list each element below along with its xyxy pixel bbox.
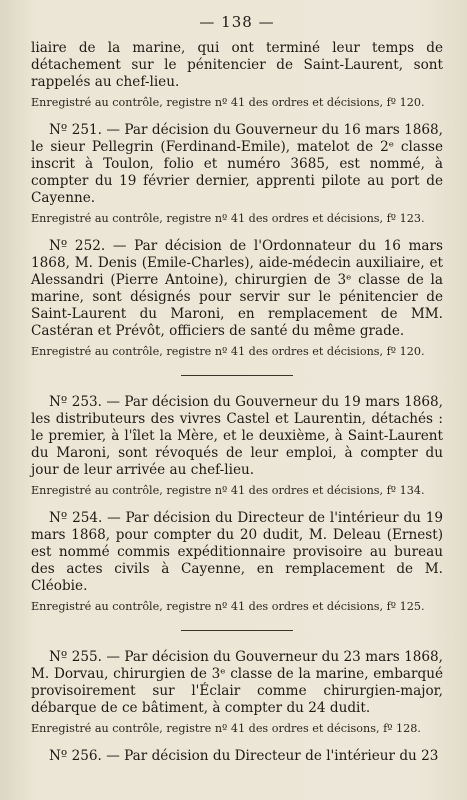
entry-253: [31, 394, 443, 498]
entry-text: liaire de la marine, qui ont terminé leur temps de détachement sur le pénitencier de Saint-Laurent, sont rappelés au chef-lieu.: [31, 40, 443, 90]
entry-text: Nº 252. — Par décision de l'Ordonnateur du 16 mars 1868, M. Denis (Emile-Charles), aide-médecin auxiliaire, et Alessandri (Pierre Antoine), chirurgien de 3ᵉ classe de la marine, sont désignés pour servir sur le pénitencier de Saint-Laurent du Maroni, en remplacement de MM. Castéran et Prévôt, officiers de santé du même grade.: [31, 238, 443, 339]
entry-255: [31, 649, 443, 736]
register-note: Enregistré au contrôle, registre nº 41 des ordres et décisons, fº 128.: [31, 722, 421, 735]
entry-252: [31, 238, 443, 359]
entry-254: [31, 510, 443, 614]
register-note: Enregistré au contrôle, registre nº 41 des ordres et décisions, fº 120.: [31, 96, 425, 109]
entry-251: [31, 122, 443, 226]
entry-256: [31, 748, 443, 765]
entry-text: Nº 251. — Par décision du Gouverneur du 16 mars 1868, le sieur Pellegrin (Ferdinand-Emile), matelot de 2ᵉ classe inscrit à Toulon, folio et numéro 3685, est nommé, à compter du 19 février dernier, apprenti pilote au port de Cayenne.: [31, 122, 443, 206]
register-note: Enregistré au contrôle, registre nº 41 des ordres et décisions, fº 125.: [31, 600, 425, 613]
entry-continuation: [31, 40, 443, 110]
register-note: Enregistré au contrôle, registre nº 41 des ordres et décisions, fº 123.: [31, 212, 425, 225]
entry-text: Nº 256. — Par décision du Directeur de l'intérieur du 23: [49, 748, 439, 764]
page-number: — 138 —: [199, 13, 275, 31]
section-divider: [181, 375, 293, 376]
entry-text: Nº 253. — Par décision du Gouverneur du 19 mars 1868, les distributeurs des vivres Castel et Laurentin, détachés : le premier, à l'îlet la Mère, et le deuxième, à Saint-Laurent du Maroni, sont révoqués de leur emploi, à compter du jour de leur arrivée au chef-lieu.: [31, 394, 443, 478]
section-divider: [181, 630, 293, 631]
entry-text: Nº 254. — Par décision du Directeur de l'intérieur du 19 mars 1868, pour compter du 20 dudit, M. Deleau (Ernest) est nommé commis expéditionnaire provisoire au bureau des actes civils à Cayenne, en remplacement de M. Cléobie.: [31, 510, 443, 594]
register-note: Enregistré au contrôle, registre nº 41 des ordres et décisions, fº 134.: [31, 484, 425, 497]
register-note: Enregistré au contrôle, registre nº 41 des ordres et décisions, fº 120.: [31, 345, 425, 358]
entry-text: Nº 255. — Par décision du Gouverneur du 23 mars 1868, M. Dorvau, chirurgien de 3ᵉ classe de la marine, embarqué provisoirement sur l'Éclair comme chirurgien-major, débarque de ce bâtiment, à compter du 24 dudit.: [31, 649, 443, 716]
